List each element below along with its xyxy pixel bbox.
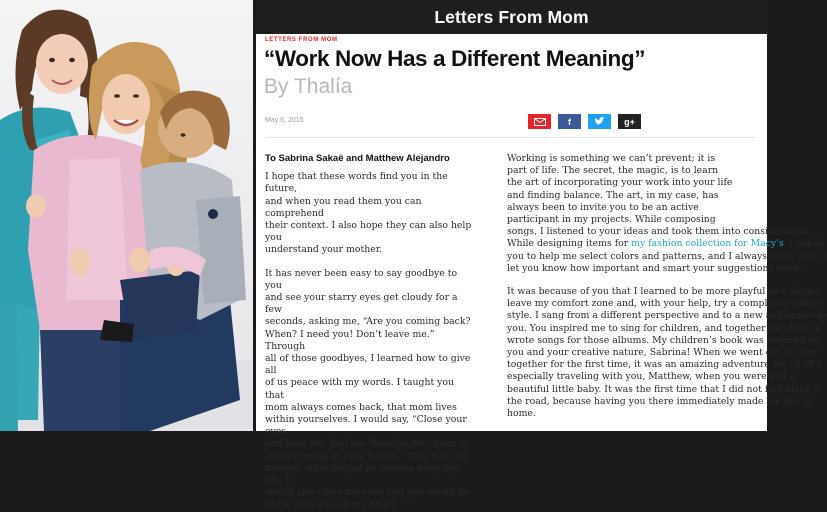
article-panel (256, 0, 827, 511)
facebook-icon: f (568, 116, 571, 127)
letter-line: When? I need you! Don’t leave me.” Through (265, 328, 435, 352)
letter-line: of us peace with my words. I taught you that (265, 377, 454, 401)
share-email-button[interactable] (528, 114, 551, 129)
site-header (256, 0, 767, 34)
article-headline: “Work Now Has a Different Meaning” (264, 46, 646, 71)
letter-line: home. (507, 408, 536, 420)
letter-line: style. I sang from a different perspective and to a new audience—te (507, 310, 827, 322)
macys-collection-link[interactable]: my fashion collection for Macy’s (631, 238, 784, 250)
letter-line: leave my comfort zone and, with your help, try a completely differe (507, 298, 825, 310)
letter-line: always inside of your hearts.” This was our (265, 450, 469, 462)
letter-line: While designing items for my fashion collection for Macy’s, I asked (507, 238, 824, 250)
article-date: May 6, 2015 (265, 117, 304, 124)
letter-line: wrote songs for those albums. My children’s book was inspired by (507, 334, 820, 346)
letter-paragraph (265, 268, 473, 512)
googleplus-icon: g+ (624, 116, 635, 127)
letter-line: I hope that these words find you in the future, (265, 171, 448, 195)
share-twitter-button[interactable] (588, 114, 611, 129)
site-title[interactable]: Letters From Mom (434, 6, 589, 27)
letter-line: understand your mother. (265, 244, 383, 256)
share-facebook-button[interactable] (558, 114, 581, 129)
article-byline: By Thalía (264, 75, 353, 98)
letter-line: the art of incorporating your work into your life (507, 177, 733, 189)
letter-line: the road, because having you there immediately made me feel at (507, 395, 814, 407)
letter-line: there with me—in my heart. (265, 499, 398, 511)
letter-line: their context. I also hope they can also help you (265, 220, 472, 244)
letter-column-right (507, 153, 827, 420)
letter-line: you and your creative nature, Sabrina! When we went out on tour (507, 347, 819, 359)
letter-line: songs, I listened to your ideas and took them into consideration. (507, 226, 811, 238)
letter-paragraph (265, 171, 473, 256)
section-kicker[interactable]: LETTERS FROM MOM (265, 37, 338, 43)
letter-line: It has never been easy to say goodbye to you (265, 267, 458, 291)
letter-line: and when you read them you can comprehend (265, 195, 422, 219)
letter-line: and see your starry eyes get cloudy for a few (265, 292, 458, 316)
letter-line: mantra, what helped us survive everyday life. I (265, 462, 460, 487)
share-googleplus-button[interactable] (618, 114, 641, 129)
letter-line: seconds, asking me, “Are you coming back? (265, 316, 471, 328)
letter-line: It was because of you that I learned to be more playful as a singer, (507, 286, 822, 298)
letter-column-left (265, 153, 473, 512)
letter-line: let you know how important and smart your suggestions were. (507, 262, 803, 274)
letter-line: together for the first time, it was an amazing adventure for all of u (507, 359, 822, 371)
letter-salutation: To Sabrina Sakaë and Matthew Alejandro (265, 153, 450, 164)
letter-line: especially traveling with you, Matthew, when you were just a (507, 371, 796, 383)
letter-line: would also close my eyes and you would be (265, 487, 470, 499)
letter-line: participant in my projects. While composing (507, 214, 716, 226)
letter-line: and finding balance. The art, in my case, has (507, 189, 719, 201)
letter-line: mom always comes back, that mom lives (265, 401, 457, 413)
letter-line: and hear me, feel me, breathe me...mom is (265, 438, 468, 450)
letter-line: Working is something we can’t prevent; it is (507, 153, 716, 164)
family-photo (0, 0, 253, 431)
header-divider (265, 137, 755, 138)
letter-line: beautiful little baby. It was the first time that I did not feel alone o (507, 383, 820, 395)
letter-line: all of those goodbyes, I learned how to give all (265, 353, 471, 377)
letter-paragraph (507, 153, 827, 275)
family-photo-illustration (0, 0, 253, 431)
letter-line: you to help me select colors and patterns, and I always made sure t (507, 250, 827, 262)
twitter-icon (594, 117, 605, 126)
letter-line: part of life. The secret, the magic, is to learn (507, 165, 719, 177)
letter-paragraph (507, 286, 827, 420)
email-icon (534, 118, 546, 126)
letter-line: you. You inspired me to sing for children, and together we chose a (507, 322, 821, 334)
letter-line: within yourselves. I would say, “Close your eyes (265, 414, 467, 438)
letter-line: always been to invite you to be an active (507, 201, 699, 213)
